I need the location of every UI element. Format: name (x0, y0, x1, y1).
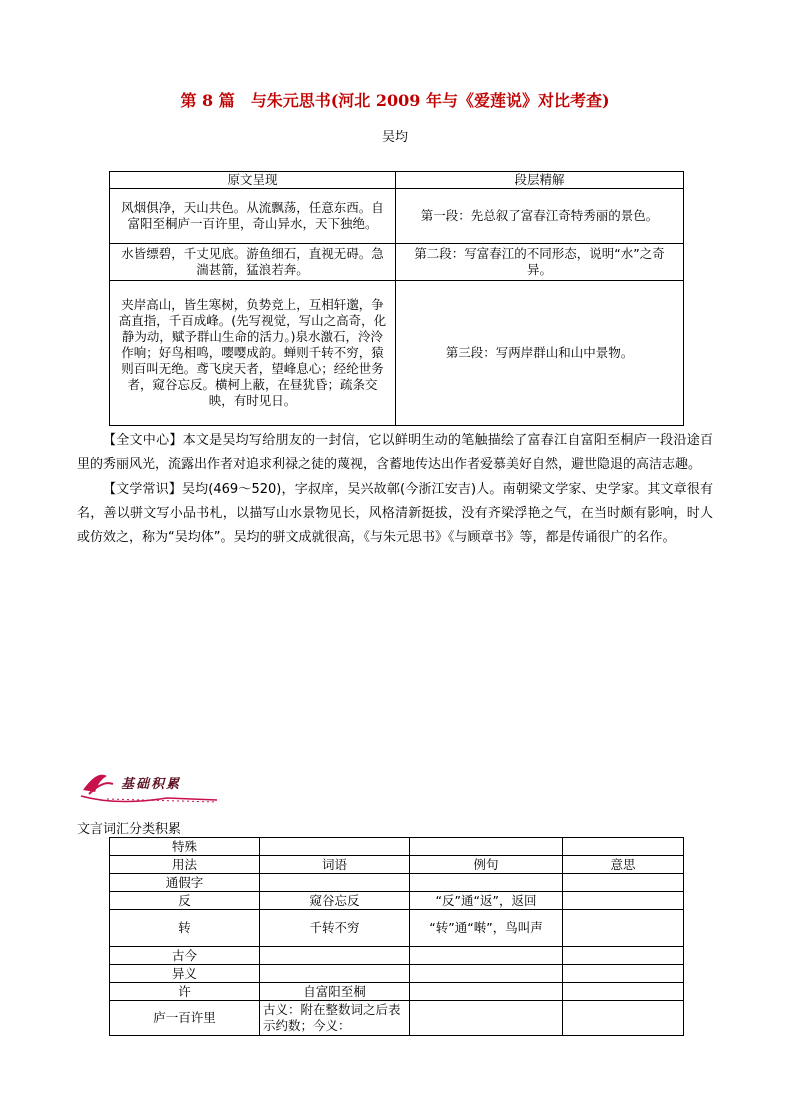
table-row (110, 983, 684, 1001)
table-row (110, 1001, 684, 1036)
vocab-table (109, 837, 684, 1036)
meaning-cell: 古义：附在整数词之后表示约数；今义： (260, 1001, 410, 1036)
table-row (110, 910, 684, 947)
vocab-section-label: 文言词汇分类积累 (77, 822, 182, 837)
table-header-row (110, 856, 684, 874)
sentence-cell: 庐一百许里 (110, 1001, 260, 1036)
analysis-cell: 第三段：写两岸群山和山中景物。 (396, 281, 684, 426)
word-cell: 反 (110, 892, 260, 910)
original-text-cell: 夹岸高山，皆生寒树，负势竞上，互相轩邈，争高直指，千百成峰。(先写视觉，写山之高奇，化静为动，赋予群山生命的活力。)泉水激石，泠泠作响；好鸟相鸣，嘤嘤成韵。蝉则千转不穷，猿则百叫无绝。鸢飞戾天者，望峰息心；经纶世务者，窥谷忘反。横柯上蔽，在昼犹昏；疏条交映，有时见日。 (110, 281, 396, 426)
table-row (110, 189, 684, 244)
meaning-cell: “转”通“啭”，鸟叫声 (410, 910, 563, 947)
gujin-label-cell: 古今 (110, 947, 260, 965)
sentence-cell: 千转不穷 (260, 910, 410, 947)
text-analysis-table (109, 171, 684, 426)
yiyi-label-cell: 异义 (110, 965, 260, 983)
table-row (110, 838, 684, 856)
table-row (110, 892, 684, 910)
meaning-cell: “反”通“返”，返回 (410, 892, 563, 910)
original-text-cell: 风烟俱净，天山共色。从流飘荡，任意东西。自富阳至桐庐一百许里，奇山异水，天下独绝。 (110, 189, 396, 244)
table-row (110, 874, 684, 892)
page-title: 第 8 篇 与朱元思书(河北 2009 年与《爱莲说》对比考查) (180, 91, 610, 110)
analysis-cell: 第二段：写富春江的不同形态，说明“水”之奇异。 (396, 244, 684, 281)
header-word: 词语 (260, 856, 410, 874)
table-row (110, 281, 684, 426)
original-text-cell: 水皆缥碧，千丈见底。游鱼细石，直视无碍。急湍甚箭，猛浪若奔。 (110, 244, 396, 281)
header-usage: 用法 (110, 856, 260, 874)
header-analysis: 段层精解 (396, 172, 684, 189)
header-original: 原文呈现 (110, 172, 396, 189)
tongjia-label-cell: 通假字 (110, 874, 260, 892)
analysis-cell: 第一段：先总叙了富春江奇特秀丽的景色。 (396, 189, 684, 244)
table-header-row (110, 172, 684, 189)
table-row (110, 244, 684, 281)
banner-title: 基础积累 (121, 777, 182, 792)
author-name: 吴均 (381, 130, 408, 145)
header-sentence: 例句 (410, 856, 563, 874)
section-banner (77, 766, 227, 806)
table-row (110, 947, 684, 965)
word-cell: 许 (110, 983, 260, 1001)
extra-cell (563, 910, 684, 947)
special-label-cell: 特殊 (110, 838, 260, 856)
sentence-cell: 窥谷忘反 (260, 892, 410, 910)
central-idea-paragraph: 【全文中心】本文是吴均写给朋友的一封信，它以鲜明生动的笔触描绘了富春江自富阳至桐庐一段沿途百里的秀丽风光，流露出作者对追求利禄之徒的蔑视，含蓄地传达出作者爱慕美好自然，避世隐退的高洁志趣。 (77, 433, 713, 472)
literary-knowledge-paragraph: 【文学常识】吴均(469～520)，字叔庠，吴兴故鄣(今浙江安吉)人。南朝梁文学家、史学家。其文章很有名，善以骈文写小品书札，以描写山水景物见长，风格清新挺拔，没有齐梁浮艳之气，在当时颇有影响，时人或仿效之，称为“吴均体”。吴均的骈文成就很高，《与朱元思书》《与顾章书》等，都是传诵很广的名作。 (77, 482, 713, 545)
extra-cell (563, 892, 684, 910)
sentence-cell: 自富阳至桐 (260, 983, 410, 1001)
word-cell: 转 (110, 910, 260, 947)
header-meaning: 意思 (563, 856, 684, 874)
table-row (110, 965, 684, 983)
